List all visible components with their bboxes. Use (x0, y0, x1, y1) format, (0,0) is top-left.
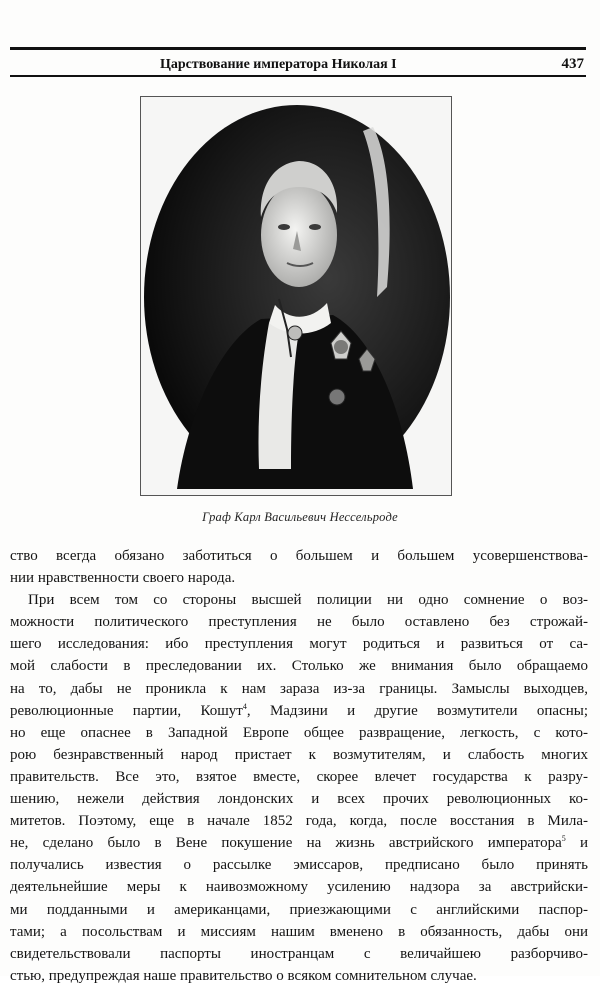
text-line: При всем том со стороны высшей полиции ни одно сомнение о воз- (28, 592, 588, 609)
text-line: рою безнравственный народ пристает к возмутителям, и слабость многих (10, 746, 588, 763)
text-line: правительств. Все это, взятое вместе, скорее влечет государства к разру- (10, 768, 588, 785)
body-text (10, 545, 588, 987)
text-line: получались известия о рассылке эмиссаров, предписано было принять (10, 857, 588, 874)
footnote-ref[interactable]: 5 (561, 834, 566, 844)
page-number: 437 (561, 56, 584, 72)
text-line: ми подданными и американцами, приезжающими с английскими паспор- (10, 901, 588, 918)
text-line: мой слабости в преследовании их. Столько же внимания было обращаемо (10, 658, 588, 675)
text-line: свидетельствовали паспорты иностранцам с величайшею разборчиво- (10, 945, 588, 962)
text-line: деятельнейшие меры к наивозможному усилению надзора за австрийски- (10, 879, 588, 896)
text-line: стью, предупреждая наше правительство о всяком сомнительном случае. (10, 967, 477, 984)
text-line: нии нравственности своего народа. (10, 570, 236, 587)
text-line: шению, нежели действия лондонских и всех прочих революционных ко- (10, 791, 588, 808)
text-line: революционные партии, Кошут$^4$, Мадзини и другие возмутители опасны; (10, 701, 588, 719)
running-header (10, 47, 586, 77)
figure-caption: Граф Карл Васильевич Нессельроде (202, 510, 398, 524)
text-line: ство всегда обязано заботиться о большем и большем усовершенствова- (10, 548, 588, 564)
text-line: не, сделано было в Вене покушение на жизнь австрийского императора$^5$ и (10, 834, 588, 852)
text-line: митетов. Поэтому, еще в начале 1852 года, когда, после восстания в Мила- (10, 813, 588, 830)
portrait-figure (140, 96, 452, 496)
portrait-image (141, 97, 451, 495)
text-line: на то, дабы не проникла к нам зараза из-за границы. Замыслы выходцев, (10, 680, 588, 697)
text-line: шего исследования: ибо преступления могут родиться и развиться от са- (10, 636, 588, 653)
face (261, 183, 337, 287)
neck-order-badge (288, 326, 302, 340)
running-title: Царствование императора Николая I (160, 57, 397, 72)
text-line: тами; а посольствам и миссиям нашим вменено в обязанность, дабы они (10, 923, 588, 940)
footnote-ref[interactable]: 4 (242, 701, 247, 711)
text-line: можности политического преступления не было оставлено без строжай- (10, 614, 588, 631)
text-line: но еще опаснее в Западной Европе общее развращение, легкость, с кото- (10, 724, 588, 741)
